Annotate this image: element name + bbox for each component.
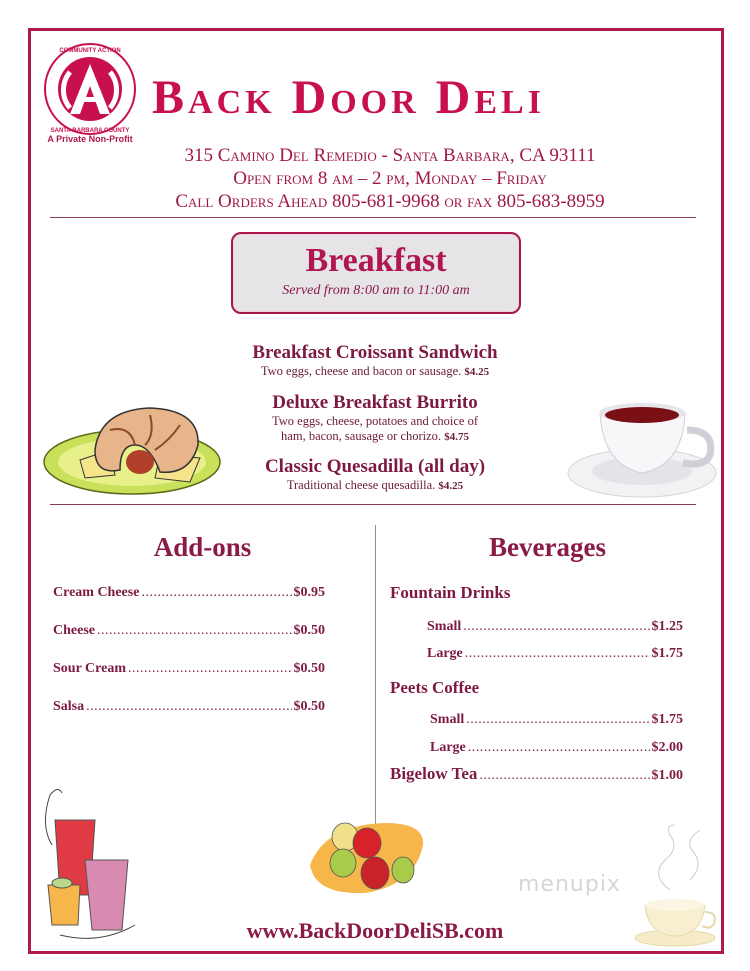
addons-list xyxy=(53,585,325,737)
beverage-size: Large xyxy=(427,646,463,661)
breakfast-hours: Served from 8:00 am to 11:00 am xyxy=(282,283,470,298)
beverage-name: Bigelow Tea xyxy=(390,764,478,783)
item-name: Deluxe Breakfast Burrito xyxy=(272,392,478,413)
addon-row xyxy=(53,585,325,623)
column-divider xyxy=(375,525,376,825)
addon-price: $0.50 xyxy=(293,661,325,676)
beverage-price: $2.00 xyxy=(651,740,683,755)
beverage-size: Small xyxy=(430,712,465,727)
coffee-cup-illustration xyxy=(565,395,720,505)
addon-price: $0.50 xyxy=(293,623,325,638)
fountain-drinks-list xyxy=(427,619,683,673)
beverage-price: $1.25 xyxy=(651,619,683,634)
addon-price: $0.95 xyxy=(293,585,325,600)
item-name: Breakfast Croissant Sandwich xyxy=(252,342,498,363)
addon-name: Sour Cream xyxy=(53,661,126,676)
phone-fax: Call Orders Ahead 805-681-9968 or fax 805-683-8959 xyxy=(175,191,605,212)
item-name: Classic Quesadilla (all day) xyxy=(264,456,486,477)
beverage-size: Small xyxy=(427,619,462,634)
item-price: $4.25 xyxy=(438,480,464,492)
hours: Open from 8 am – 2 pm, Monday – Friday xyxy=(233,168,547,189)
header-divider xyxy=(50,217,696,218)
breakfast-title: Breakfast xyxy=(305,242,447,279)
beverage-price: $1.00 xyxy=(651,768,683,783)
beverage-row xyxy=(427,646,683,673)
beverages-title: Beverages xyxy=(489,532,606,562)
beverage-price: $1.75 xyxy=(651,712,683,727)
beverage-size: Large xyxy=(430,740,466,755)
restaurant-name: Back Door Deli xyxy=(152,71,545,124)
peets-coffee-list xyxy=(430,712,683,764)
addon-price: $0.50 xyxy=(293,699,325,714)
menu-item xyxy=(200,456,550,494)
svg-text:COMMUNITY ACTION: COMMUNITY ACTION xyxy=(59,48,121,54)
item-desc: Two eggs, cheese, potatoes and choice of xyxy=(272,414,478,428)
addons-title: Add-ons xyxy=(153,532,252,562)
beverage-row xyxy=(427,619,683,646)
beverage-row-tea xyxy=(390,764,683,784)
beverage-price: $1.75 xyxy=(651,646,683,661)
drinks-illustration xyxy=(40,785,140,945)
item-price: $4.75 xyxy=(444,431,469,443)
address: 315 Camino Del Remedio - Santa Barbara, CA 93111 xyxy=(184,145,596,166)
fruit-bowl-illustration xyxy=(305,815,425,900)
beverage-group-coffee: Peets Coffee xyxy=(390,678,480,697)
addon-name: Salsa xyxy=(53,699,85,714)
logo-tagline: A Private Non-Profit xyxy=(47,134,133,144)
svg-text:SANTA BARBARA COUNTY: SANTA BARBARA COUNTY xyxy=(50,128,130,134)
beverage-row xyxy=(430,740,683,764)
addon-row xyxy=(53,661,325,699)
website-link[interactable]: www.BackDoorDeliSB.com xyxy=(246,918,504,943)
addon-row xyxy=(53,699,325,737)
breakfast-divider xyxy=(50,504,696,505)
menu-item xyxy=(200,342,550,380)
menupix-watermark: menupix xyxy=(518,872,621,897)
croissant-illustration xyxy=(40,400,230,500)
addon-row xyxy=(53,623,325,661)
cac-logo xyxy=(40,42,140,142)
addon-name: Cream Cheese xyxy=(53,585,140,600)
item-desc-line2: ham, bacon, sausage or chorizo. xyxy=(281,429,442,443)
breakfast-header-box xyxy=(231,232,521,314)
item-price: $4.25 xyxy=(464,366,490,378)
latte-cup-illustration xyxy=(630,820,720,948)
item-desc: Traditional cheese quesadilla. xyxy=(286,478,436,492)
menu-item xyxy=(200,392,550,445)
beverage-row xyxy=(430,712,683,740)
item-desc: Two eggs, cheese and bacon or sausage. xyxy=(260,364,462,378)
addon-name: Cheese xyxy=(53,623,95,638)
beverage-group-fountain: Fountain Drinks xyxy=(390,583,511,602)
